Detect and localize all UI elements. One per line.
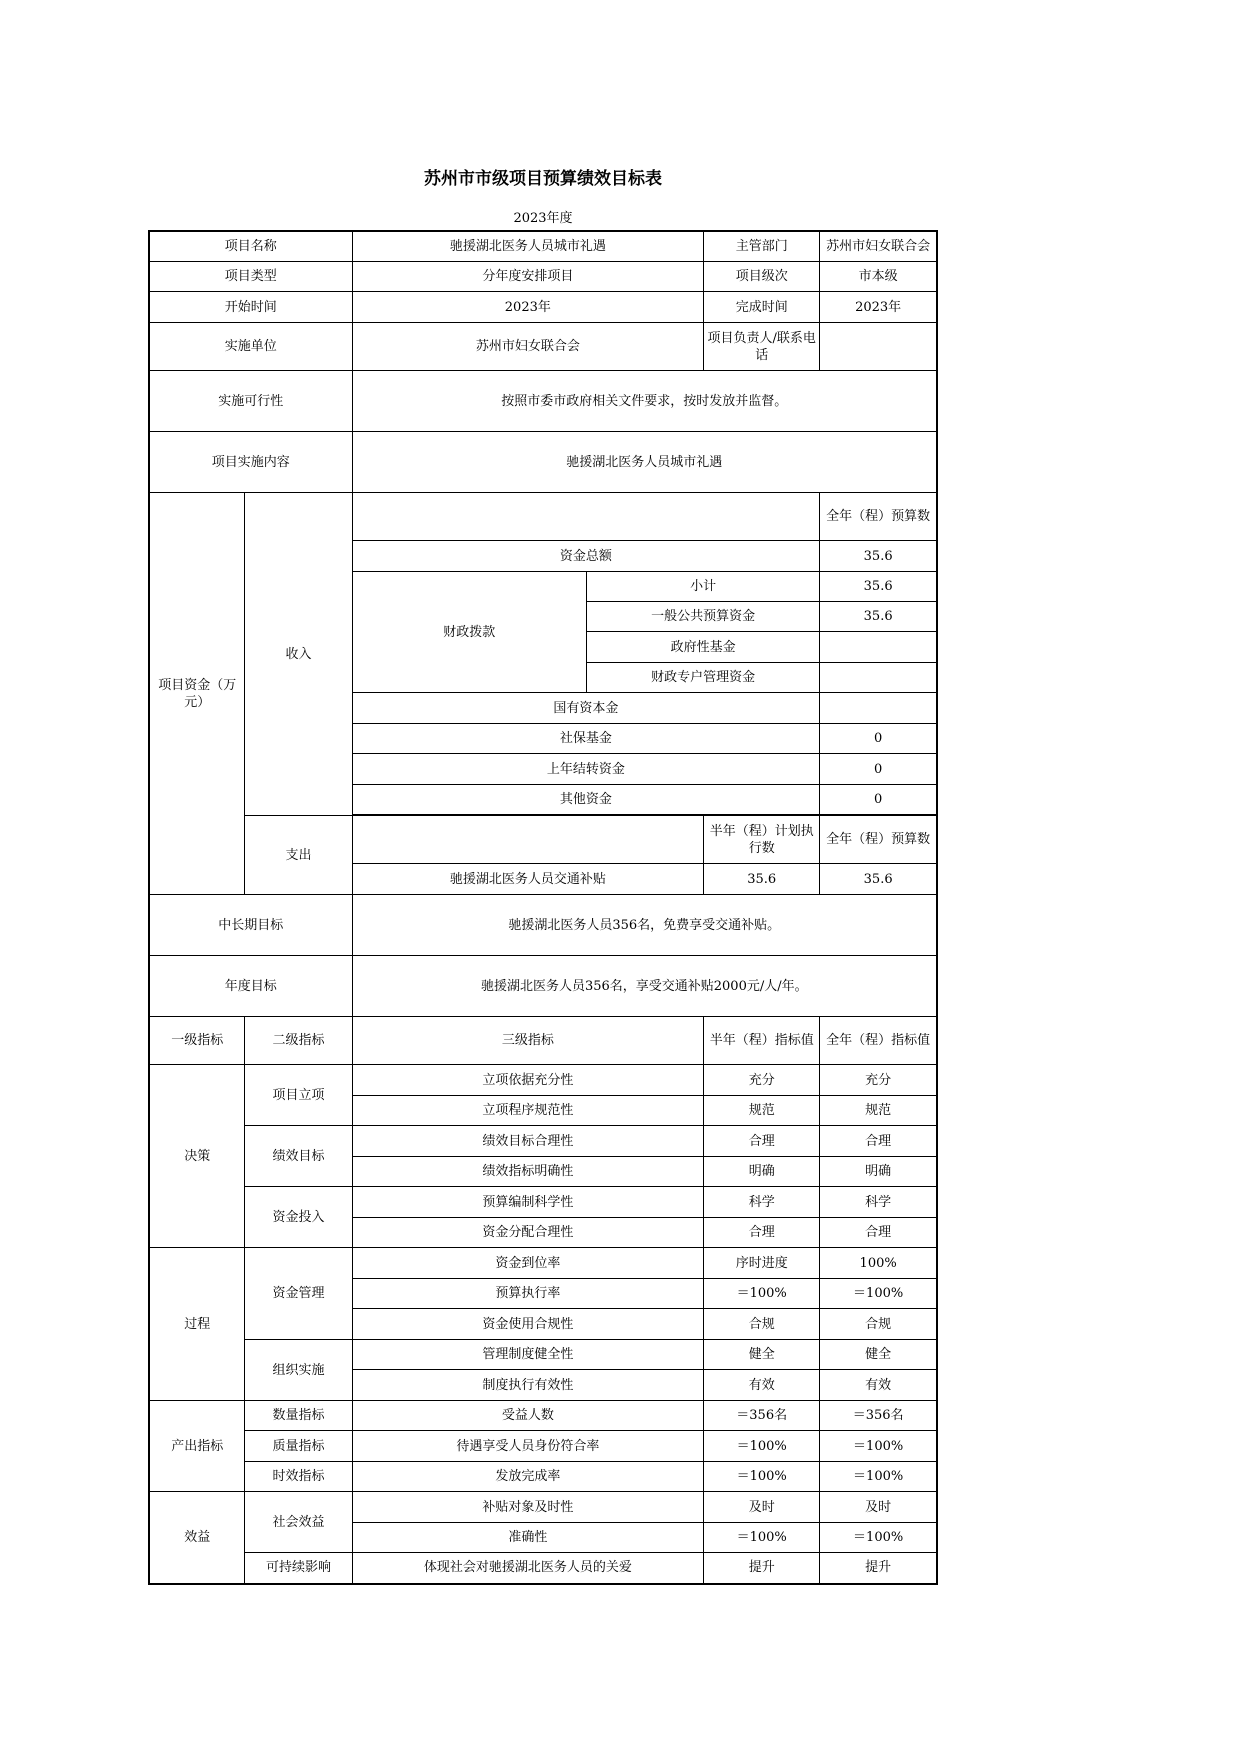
sub-fund-management: 资金管理 — [245, 1248, 352, 1340]
indicator-name: 资金分配合理性 — [352, 1218, 704, 1248]
header-annual: 全年（程）指标值 — [820, 1017, 937, 1065]
value-content: 驰援湖北医务人员城市礼遇 — [352, 432, 937, 493]
group-process: 过程 — [149, 1248, 245, 1401]
label-gov-fund: 政府性基金 — [586, 632, 819, 663]
indicator-annual: ＝100% — [820, 1431, 937, 1462]
sub-organization: 组织实施 — [245, 1340, 352, 1401]
page-title: 苏州市市级项目预算绩效目标表 — [424, 169, 662, 189]
sub-project-setup: 项目立项 — [245, 1065, 352, 1126]
expense-item-annual: 35.6 — [820, 864, 937, 895]
group-output: 产出指标 — [149, 1401, 245, 1492]
header-half: 半年（程）指标值 — [704, 1017, 820, 1065]
label-social: 社保基金 — [352, 724, 820, 754]
indicator-annual: ＝100% — [820, 1462, 937, 1492]
value-project-level: 市本级 — [820, 262, 937, 292]
table-row — [149, 1401, 937, 1431]
header-l2: 二级指标 — [245, 1017, 352, 1065]
value-long-goal: 驰援湖北医务人员356名，免费享受交通补贴。 — [352, 895, 937, 956]
label-state-capital: 国有资本金 — [352, 693, 820, 724]
indicator-half: 明确 — [704, 1157, 820, 1187]
indicator-annual: 合规 — [820, 1309, 937, 1340]
indicator-half: ＝100% — [704, 1431, 820, 1462]
indicator-half: 充分 — [704, 1065, 820, 1096]
label-content: 项目实施内容 — [149, 432, 352, 493]
indicator-half: 健全 — [704, 1340, 820, 1370]
indicator-name: 准确性 — [352, 1523, 704, 1553]
expense-item-name: 驰援湖北医务人员交通补贴 — [352, 864, 704, 895]
indicator-annual: 明确 — [820, 1157, 937, 1187]
value-social: 0 — [820, 724, 937, 754]
indicator-name: 体现社会对驰援湖北医务人员的关爱 — [352, 1553, 704, 1584]
label-end-time: 完成时间 — [704, 292, 820, 323]
indicator-half: 合规 — [704, 1309, 820, 1340]
label-start-time: 开始时间 — [149, 292, 352, 323]
indicator-half: 合理 — [704, 1126, 820, 1157]
value-contact — [820, 323, 937, 371]
value-project-name: 驰援湖北医务人员城市礼遇 — [352, 231, 704, 262]
value-implementing-unit: 苏州市妇女联合会 — [352, 323, 704, 371]
value-start-time: 2023年 — [352, 292, 704, 323]
label-contact: 项目负责人/联系电话 — [704, 323, 820, 371]
indicator-annual: 规范 — [820, 1096, 937, 1126]
indicator-name: 待遇享受人员身份符合率 — [352, 1431, 704, 1462]
sub-quantity: 数量指标 — [245, 1401, 352, 1431]
indicator-annual: ＝100% — [820, 1279, 937, 1309]
table-row — [149, 1431, 937, 1462]
expense-annual-header: 全年（程）预算数 — [820, 816, 937, 864]
sub-funding-input: 资金投入 — [245, 1187, 352, 1248]
label-annual-goal: 年度目标 — [149, 956, 352, 1017]
label-general: 一般公共预算资金 — [586, 602, 819, 632]
value-subtotal: 35.6 — [820, 572, 937, 602]
indicator-annual: ＝356名 — [820, 1401, 937, 1431]
row-expense-header — [149, 816, 937, 864]
row-implementing-unit — [149, 323, 937, 371]
table-row — [149, 1065, 937, 1096]
label-expense: 支出 — [245, 816, 352, 895]
sub-quality: 质量指标 — [245, 1431, 352, 1462]
indicator-name: 绩效目标合理性 — [352, 1126, 704, 1157]
indicator-name: 预算编制科学性 — [352, 1187, 704, 1218]
value-gov-fund — [820, 632, 937, 663]
header-l1: 一级指标 — [149, 1017, 245, 1065]
expense-item-half: 35.6 — [704, 864, 820, 895]
table-row — [149, 1126, 937, 1157]
sub-social-benefit: 社会效益 — [245, 1492, 352, 1553]
label-special: 财政专户管理资金 — [586, 663, 819, 693]
indicator-name: 立项依据充分性 — [352, 1065, 704, 1096]
label-fiscal: 财政拨款 — [352, 572, 586, 693]
indicator-name: 资金到位率 — [352, 1248, 704, 1279]
table-row — [149, 1340, 937, 1370]
indicator-annual: 健全 — [820, 1340, 937, 1370]
value-state-capital — [820, 693, 937, 724]
label-total: 资金总额 — [352, 541, 820, 572]
row-content — [149, 432, 937, 493]
label-project-level: 项目级次 — [704, 262, 820, 292]
table-row — [149, 1492, 937, 1523]
year-label: 2023年度 — [513, 211, 573, 226]
value-feasibility: 按照市委市政府相关文件要求，按时发放并监督。 — [352, 371, 937, 432]
indicator-half: 有效 — [704, 1370, 820, 1401]
value-other: 0 — [820, 785, 937, 815]
sub-performance-goal: 绩效目标 — [245, 1126, 352, 1187]
expense-half-header: 半年（程）计划执行数 — [704, 816, 820, 864]
label-long-goal: 中长期目标 — [149, 895, 352, 956]
indicator-annual: 及时 — [820, 1492, 937, 1523]
value-department: 苏州市妇女联合会 — [820, 231, 937, 262]
indicator-annual: 合理 — [820, 1126, 937, 1157]
group-benefit: 效益 — [149, 1492, 245, 1584]
row-project-name — [149, 231, 937, 262]
funds-annual-header: 全年（程）预算数 — [820, 493, 937, 541]
value-general: 35.6 — [820, 602, 937, 632]
table-row — [149, 1553, 937, 1584]
label-income: 收入 — [245, 493, 352, 816]
label-other: 其他资金 — [352, 785, 820, 815]
row-annual-goal — [149, 956, 937, 1017]
group-decision: 决策 — [149, 1065, 245, 1248]
value-project-type: 分年度安排项目 — [352, 262, 704, 292]
table-row — [149, 1462, 937, 1492]
label-project-type: 项目类型 — [149, 262, 352, 292]
indicator-name: 受益人数 — [352, 1401, 704, 1431]
value-end-time: 2023年 — [820, 292, 937, 323]
indicator-name: 补贴对象及时性 — [352, 1492, 704, 1523]
indicator-name: 立项程序规范性 — [352, 1096, 704, 1126]
indicator-name: 预算执行率 — [352, 1279, 704, 1309]
label-carryover: 上年结转资金 — [352, 754, 820, 785]
row-funds-header — [149, 493, 937, 541]
sub-sustainable: 可持续影响 — [245, 1553, 352, 1584]
indicator-half: 规范 — [704, 1096, 820, 1126]
value-total: 35.6 — [820, 541, 937, 572]
indicator-half: 科学 — [704, 1187, 820, 1218]
label-feasibility: 实施可行性 — [149, 371, 352, 432]
indicator-name: 发放完成率 — [352, 1462, 704, 1492]
indicator-half: 提升 — [704, 1553, 820, 1584]
label-project-funds: 项目资金（万元） — [149, 493, 245, 895]
row-indicator-header — [149, 1017, 937, 1065]
indicator-half: ＝100% — [704, 1523, 820, 1553]
indicator-half: 及时 — [704, 1492, 820, 1523]
sub-timeliness: 时效指标 — [245, 1462, 352, 1492]
indicator-annual: 有效 — [820, 1370, 937, 1401]
row-long-goal — [149, 895, 937, 956]
indicator-annual: 合理 — [820, 1218, 937, 1248]
indicator-half: ＝100% — [704, 1279, 820, 1309]
indicator-name: 制度执行有效性 — [352, 1370, 704, 1401]
budget-performance-table — [148, 230, 938, 1585]
value-carryover: 0 — [820, 754, 937, 785]
table-row — [149, 1187, 937, 1218]
row-project-type — [149, 262, 937, 292]
indicator-name: 资金使用合规性 — [352, 1309, 704, 1340]
indicator-half: 合理 — [704, 1218, 820, 1248]
row-dates — [149, 292, 937, 323]
row-feasibility — [149, 371, 937, 432]
label-subtotal: 小计 — [586, 572, 819, 602]
value-special — [820, 663, 937, 693]
indicator-annual: 充分 — [820, 1065, 937, 1096]
indicator-annual: 100% — [820, 1248, 937, 1279]
indicator-annual: 科学 — [820, 1187, 937, 1218]
table-row — [149, 1248, 937, 1279]
indicator-annual: 提升 — [820, 1553, 937, 1584]
label-implementing-unit: 实施单位 — [149, 323, 352, 371]
indicator-half: 序时进度 — [704, 1248, 820, 1279]
indicator-name: 绩效指标明确性 — [352, 1157, 704, 1187]
label-project-name: 项目名称 — [149, 231, 352, 262]
indicator-name: 管理制度健全性 — [352, 1340, 704, 1370]
indicator-annual: ＝100% — [820, 1523, 937, 1553]
funds-header-blank — [352, 493, 820, 541]
label-department: 主管部门 — [704, 231, 820, 262]
indicator-half: ＝100% — [704, 1462, 820, 1492]
value-annual-goal: 驰援湖北医务人员356名，享受交通补贴2000元/人/年。 — [352, 956, 937, 1017]
expense-header-blank — [352, 816, 704, 864]
header-l3: 三级指标 — [352, 1017, 704, 1065]
indicator-half: ＝356名 — [704, 1401, 820, 1431]
